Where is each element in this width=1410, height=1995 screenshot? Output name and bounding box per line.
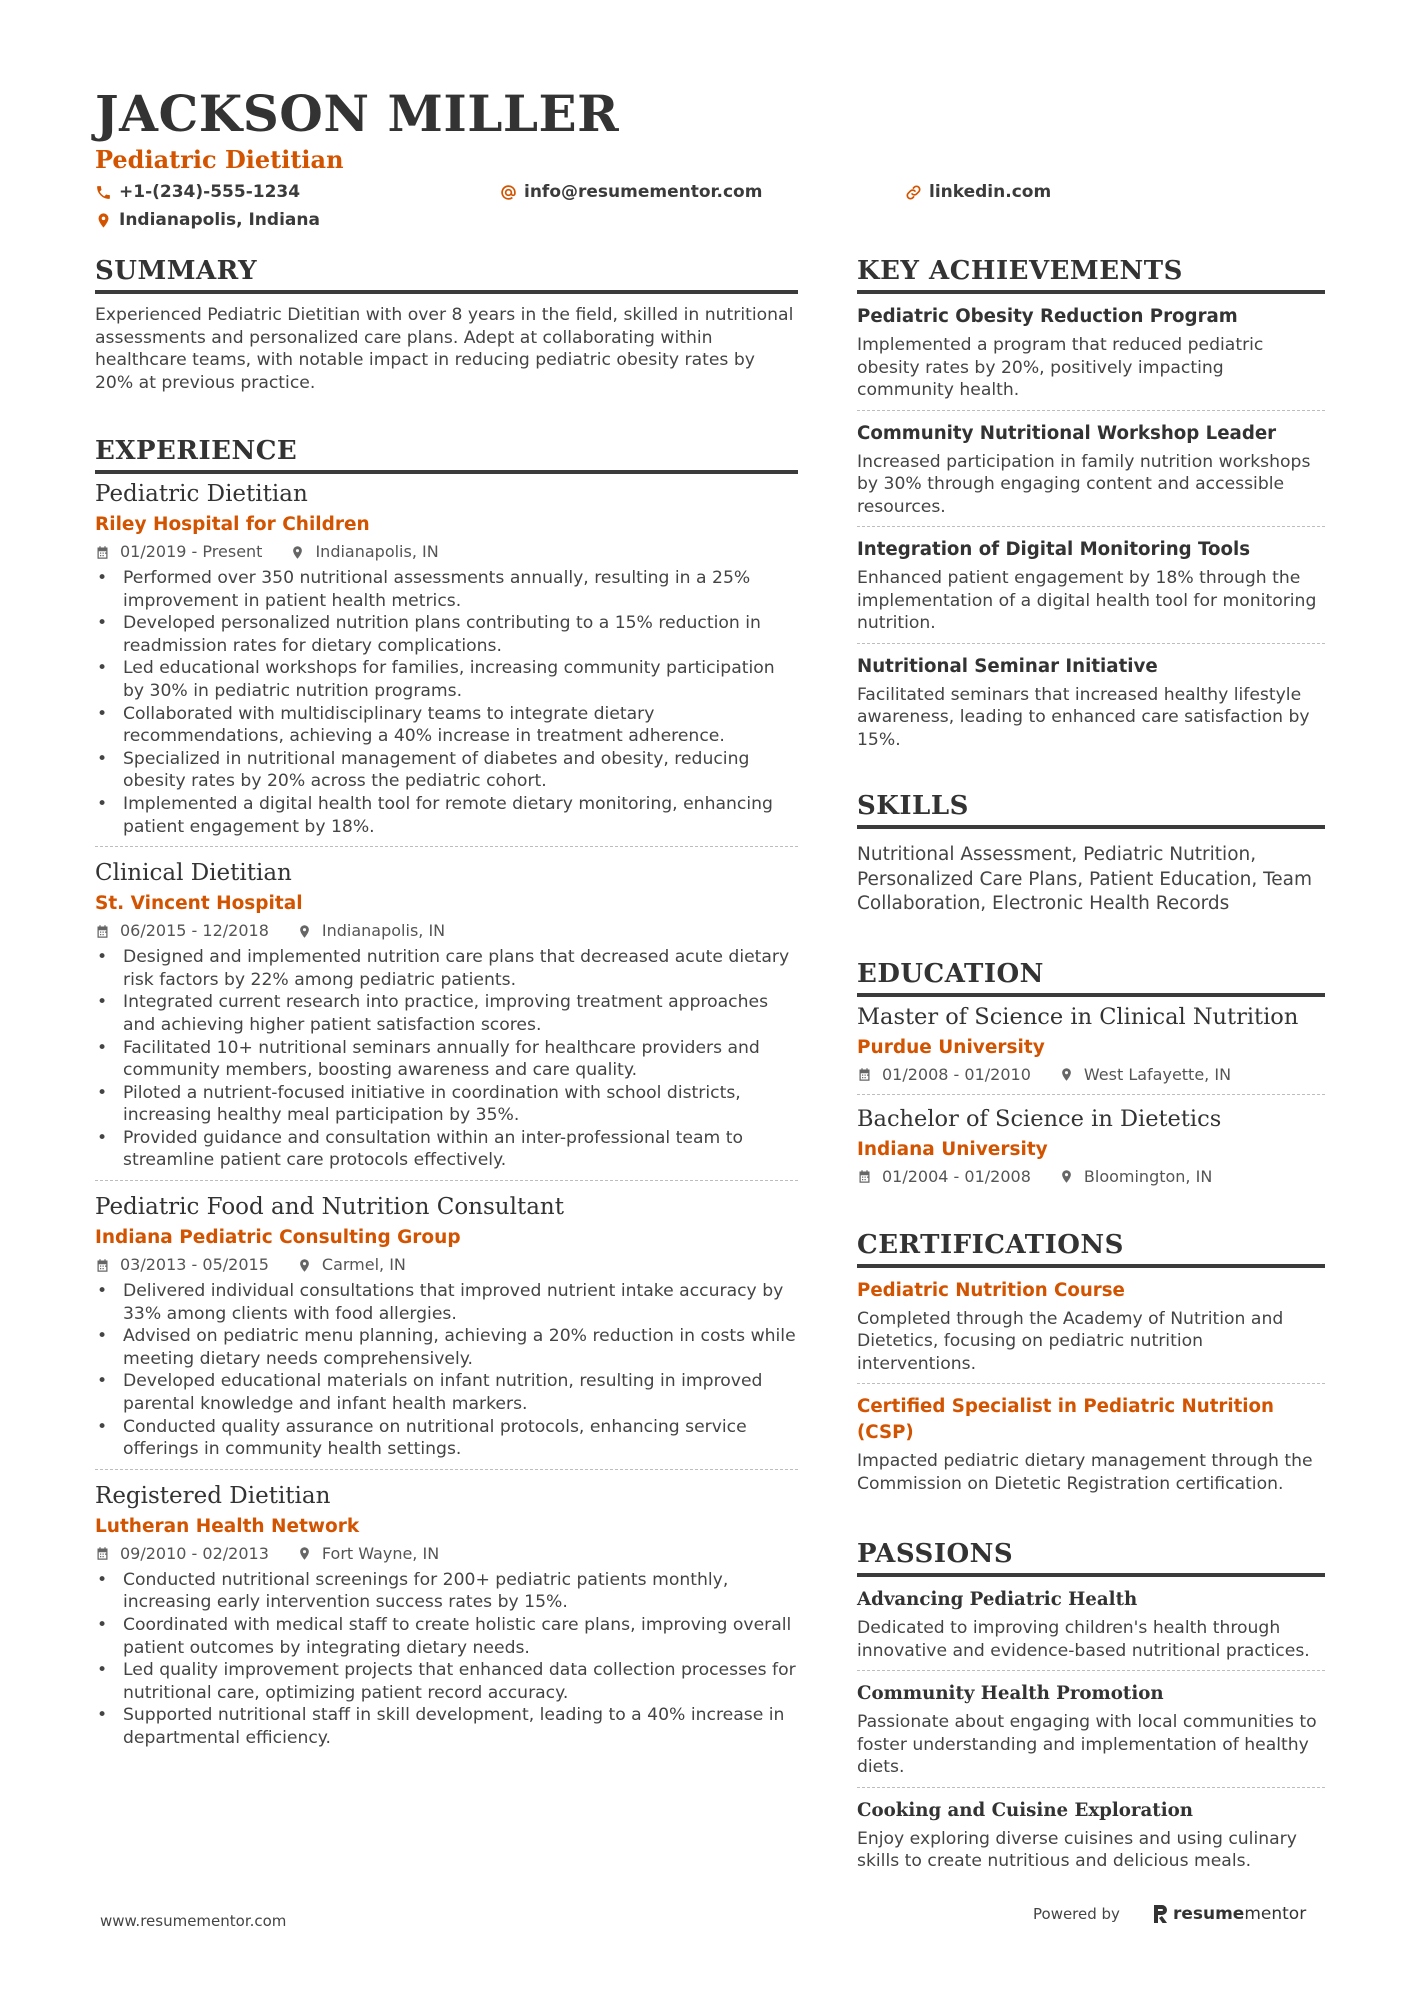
job-title: Pediatric Dietitian bbox=[95, 481, 308, 507]
map-pin-icon bbox=[290, 545, 305, 560]
bullet-item: • Facilitated 10+ nutritional seminars annually for healthcare providers and community members, boosting awareness and care quality. bbox=[95, 1037, 798, 1082]
job-dates: 09/2010 - 02/2013 bbox=[120, 1543, 269, 1563]
degree-name: Master of Science in Clinical Nutrition bbox=[857, 1003, 1299, 1030]
experience-item bbox=[95, 1191, 798, 1470]
calendar-icon bbox=[95, 1258, 110, 1273]
bullet-item: • Integrated current research into practice, improving treatment approaches and achieving higher patient satisfaction scores. bbox=[95, 991, 798, 1036]
certifications-title: CERTIFICATIONS bbox=[857, 1228, 1325, 1268]
education-location: Bloomington, IN bbox=[1083, 1166, 1213, 1186]
brand-name-light: mentor bbox=[1244, 1904, 1307, 1924]
location-contact bbox=[95, 208, 500, 232]
education-dates: 01/2004 - 01/2008 bbox=[882, 1166, 1031, 1186]
bullet-item: • Supported nutritional staff in skill development, leading to a 40% increase in departmental efficiency. bbox=[95, 1704, 798, 1749]
job-location: Fort Wayne, IN bbox=[321, 1543, 440, 1563]
job-location: Indianapolis, IN bbox=[321, 921, 446, 941]
phone-icon bbox=[95, 184, 112, 201]
education-section bbox=[857, 957, 1325, 1196]
job-meta bbox=[95, 1541, 798, 1567]
certification-title: Certified Specialist in Pediatric Nutrition (CSP) bbox=[857, 1396, 1274, 1443]
school-name: Purdue University bbox=[857, 1036, 1045, 1058]
summary-text: Experienced Pediatric Dietitian with over 8 years in the field, skilled in nutritional assessments and personalized care plans. Adept at collaborating within healthcare teams, with notable impact in reducing pediatric obesity rates by 20% at previous practice. bbox=[95, 305, 794, 393]
bullet-item: • Conducted nutritional screenings for 200+ pediatric patients monthly, increasing early intervention success rates by 15%. bbox=[95, 1569, 798, 1614]
experience-section bbox=[95, 434, 798, 1758]
bullet-item: • Specialized in nutritional management of diabetes and obesity, reducing obesity rates by 20% across the pediatric cohort. bbox=[95, 748, 798, 793]
linkedin-text: linkedin.com bbox=[929, 182, 1052, 202]
footer-website[interactable]: www.resumementor.com bbox=[100, 1912, 287, 1930]
bullet-item: • Provided guidance and consultation within an inter-professional team to streamline patient care protocols effectively. bbox=[95, 1127, 798, 1172]
resume-header bbox=[95, 84, 1325, 232]
achievements-section bbox=[857, 254, 1325, 759]
achievement-title: Community Nutritional Workshop Leader bbox=[857, 422, 1277, 444]
brand-name-bold: resume bbox=[1172, 1904, 1245, 1924]
achievement-text: Increased participation in family nutrition workshops by 30% through engaging content and accessible resources. bbox=[857, 451, 1311, 517]
map-pin-icon bbox=[1059, 1169, 1074, 1184]
certifications-section bbox=[857, 1228, 1325, 1504]
powered-by-label: Powered by bbox=[1033, 1905, 1120, 1923]
company-name: Riley Hospital for Children bbox=[95, 514, 370, 535]
education-title: EDUCATION bbox=[857, 957, 1325, 997]
at-icon bbox=[500, 184, 517, 201]
passion-item bbox=[857, 1681, 1325, 1788]
bullet-item: • Led quality improvement projects that enhanced data collection processes for nutritional care, optimizing patient record accuracy. bbox=[95, 1659, 798, 1704]
passion-text: Enjoy exploring diverse cuisines and using culinary skills to create nutritious and delicious meals. bbox=[857, 1828, 1297, 1871]
phone-contact[interactable] bbox=[95, 180, 500, 204]
summary-section bbox=[95, 254, 798, 394]
passions-section bbox=[857, 1537, 1325, 1881]
job-title: Pediatric Food and Nutrition Consultant bbox=[95, 1194, 564, 1221]
passion-title: Cooking and Cuisine Exploration bbox=[857, 1799, 1193, 1821]
experience-title: EXPERIENCE bbox=[95, 434, 798, 474]
achievement-item bbox=[857, 304, 1325, 411]
map-pin-icon bbox=[95, 212, 112, 229]
summary-title: SUMMARY bbox=[95, 254, 798, 294]
bullet-item: • Delivered individual consultations that improved nutrient intake accuracy by 33% among clients with food allergies. bbox=[95, 1280, 798, 1325]
email-text: info@resumementor.com bbox=[524, 182, 763, 202]
calendar-icon bbox=[95, 924, 110, 939]
achievements-title: KEY ACHIEVEMENTS bbox=[857, 254, 1325, 294]
candidate-name: JACKSON MILLER bbox=[95, 84, 620, 143]
map-pin-icon bbox=[1059, 1067, 1074, 1082]
passion-title: Community Health Promotion bbox=[857, 1683, 1164, 1704]
job-bullets bbox=[95, 1569, 798, 1750]
passion-item bbox=[857, 1587, 1325, 1671]
job-dates: 06/2015 - 12/2018 bbox=[120, 921, 269, 941]
experience-item bbox=[95, 478, 798, 847]
achievement-text: Enhanced patient engagement by 18% through the implementation of a digital health tool for monitoring nutrition. bbox=[857, 568, 1317, 633]
bullet-item: • Piloted a nutrient-focused initiative in coordination with school districts, increasing healthy meal participation by 35%. bbox=[95, 1082, 798, 1127]
bullet-item: • Developed personalized nutrition plans contributing to a 15% reduction in readmission rates for dietary complications. bbox=[95, 612, 798, 657]
company-name: Lutheran Health Network bbox=[95, 1515, 360, 1537]
email-contact[interactable] bbox=[500, 180, 905, 204]
certification-item bbox=[857, 1394, 1325, 1503]
company-name: Indiana Pediatric Consulting Group bbox=[95, 1227, 461, 1249]
map-pin-icon bbox=[297, 1546, 312, 1561]
education-meta bbox=[857, 1062, 1325, 1088]
company-name: St. Vincent Hospital bbox=[95, 893, 303, 915]
job-meta bbox=[95, 539, 798, 565]
bullet-item: • Coordinated with medical staff to create holistic care plans, improving overall patient outcomes by integrating dietary needs. bbox=[95, 1614, 798, 1659]
passions-title: PASSIONS bbox=[857, 1537, 1325, 1577]
bullet-item: • Collaborated with multidisciplinary teams to integrate dietary recommendations, achieving a 40% increase in treatment adherence. bbox=[95, 703, 798, 748]
linkedin-contact[interactable] bbox=[905, 180, 1325, 204]
achievement-title: Pediatric Obesity Reduction Program bbox=[857, 306, 1238, 327]
phone-text: +1-(234)-555-1234 bbox=[119, 182, 301, 202]
skills-title: SKILLS bbox=[857, 789, 1325, 829]
brand-logo[interactable] bbox=[1152, 1904, 1306, 1924]
achievement-title: Nutritional Seminar Initiative bbox=[857, 655, 1158, 677]
education-item bbox=[857, 1103, 1325, 1196]
bullet-item: • Conducted quality assurance on nutritional protocols, enhancing service offerings in community health settings. bbox=[95, 1416, 798, 1461]
certification-title: Pediatric Nutrition Course bbox=[857, 1279, 1125, 1301]
education-meta bbox=[857, 1164, 1325, 1190]
passion-text: Passionate about engaging with local communities to foster understanding and implementation of healthy diets. bbox=[857, 1712, 1317, 1777]
job-bullets bbox=[95, 946, 798, 1172]
bullet-item: • Performed over 350 nutritional assessments annually, resulting in a 25% improvement in patient health metrics. bbox=[95, 567, 798, 612]
achievement-item bbox=[857, 654, 1325, 760]
job-bullets bbox=[95, 567, 798, 838]
education-dates: 01/2008 - 01/2010 bbox=[882, 1064, 1031, 1084]
calendar-icon bbox=[857, 1067, 872, 1082]
contact-info bbox=[95, 180, 1325, 232]
passion-item bbox=[857, 1798, 1325, 1881]
achievement-text: Implemented a program that reduced pediatric obesity rates by 20%, positively impacting community health. bbox=[857, 335, 1264, 400]
resumementor-logo-icon bbox=[1152, 1904, 1169, 1924]
passion-text: Dedicated to improving children's health through innovative and evidence-based nutritional practices. bbox=[857, 1618, 1310, 1661]
achievement-title: Integration of Digital Monitoring Tools bbox=[857, 539, 1251, 560]
bullet-item: • Developed educational materials on infant nutrition, resulting in improved parental knowledge and infant health markers. bbox=[95, 1370, 798, 1415]
job-meta bbox=[95, 918, 798, 944]
achievement-item bbox=[857, 421, 1325, 528]
footer-powered bbox=[1033, 1904, 1306, 1924]
bullet-item: • Implemented a digital health tool for remote dietary monitoring, enhancing patient engagement by 18%. bbox=[95, 793, 798, 838]
right-column bbox=[857, 254, 1325, 1917]
degree-name: Bachelor of Science in Dietetics bbox=[857, 1105, 1222, 1132]
bullet-item: • Led educational workshops for families, increasing community participation by 30% in pediatric nutrition programs. bbox=[95, 657, 798, 702]
calendar-icon bbox=[857, 1169, 872, 1184]
achievement-text: Facilitated seminars that increased healthy lifestyle awareness, leading to enhanced care satisfaction by 15%. bbox=[857, 684, 1310, 750]
skills-section bbox=[857, 789, 1325, 917]
map-pin-icon bbox=[297, 924, 312, 939]
job-dates: 01/2019 - Present bbox=[120, 542, 263, 561]
certification-text: Completed through the Academy of Nutrition and Dietetics, focusing on pediatric nutrition interventions. bbox=[857, 1308, 1284, 1374]
certification-text: Impacted pediatric dietary management through the Commission on Dietetic Registration certification. bbox=[857, 1451, 1313, 1494]
job-dates: 03/2013 - 05/2015 bbox=[120, 1255, 269, 1275]
education-location: West Lafayette, IN bbox=[1083, 1064, 1232, 1084]
certification-item bbox=[857, 1278, 1325, 1385]
link-icon bbox=[905, 184, 922, 201]
bullet-item: • Designed and implemented nutrition care plans that decreased acute dietary risk factors by 22% among pediatric patients. bbox=[95, 946, 798, 991]
calendar-icon bbox=[95, 1546, 110, 1561]
school-name: Indiana University bbox=[857, 1138, 1048, 1160]
job-meta bbox=[95, 1252, 798, 1278]
skills-text: Nutritional Assessment, Pediatric Nutrition, Personalized Care Plans, Patient Education, Team Collaboration, Electronic Health Records bbox=[857, 844, 1313, 914]
experience-item bbox=[95, 1480, 798, 1758]
location-text: Indianapolis, Indiana bbox=[119, 210, 320, 230]
passion-title: Advancing Pediatric Health bbox=[857, 1589, 1138, 1610]
candidate-role: Pediatric Dietitian bbox=[95, 145, 344, 174]
job-bullets bbox=[95, 1280, 798, 1461]
calendar-icon bbox=[95, 545, 110, 560]
achievement-item bbox=[857, 537, 1325, 644]
bullet-item: • Advised on pediatric menu planning, achieving a 20% reduction in costs while meeting dietary needs comprehensively. bbox=[95, 1325, 798, 1370]
job-title: Clinical Dietitian bbox=[95, 860, 292, 887]
job-title: Registered Dietitian bbox=[95, 1482, 331, 1509]
job-location: Carmel, IN bbox=[321, 1255, 406, 1275]
left-column bbox=[95, 254, 798, 1794]
experience-item bbox=[95, 857, 798, 1181]
job-location: Indianapolis, IN bbox=[315, 542, 439, 561]
map-pin-icon bbox=[297, 1258, 312, 1273]
education-item bbox=[857, 1001, 1325, 1095]
